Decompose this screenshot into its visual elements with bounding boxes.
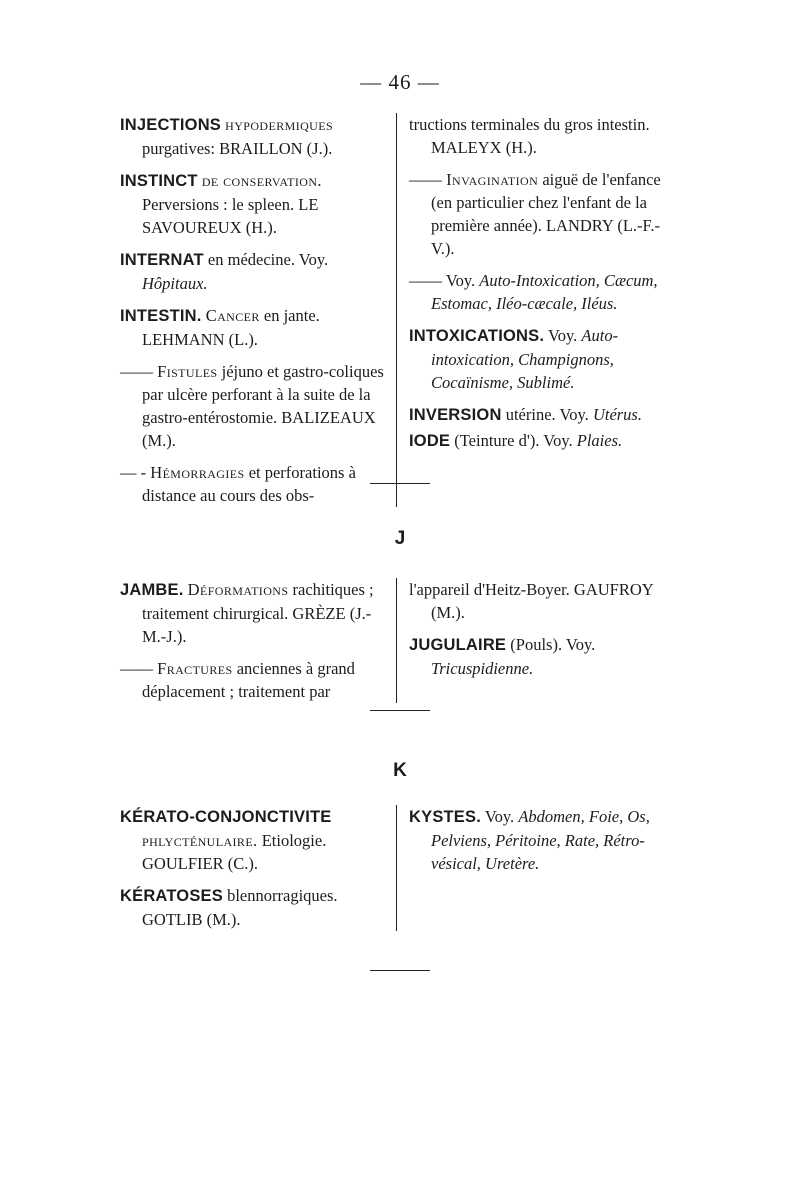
section-i — [120, 113, 680, 507]
entry-injections: INJECTIONS hypodermiques purgatives: BRAILLON (J.). — [120, 115, 334, 158]
entry-jambe-fractures: —— Fractures anciennes à grand déplacement ; traitement par — [120, 659, 355, 701]
section-divider-3 — [370, 970, 430, 971]
section-i-right-column — [397, 113, 680, 507]
entry-intestin-hemorragies: — - Hémorragies et perforations à distance au cours des obs- — [120, 463, 356, 505]
entry-intestin: INTESTIN. Cancer en jante. LEHMANN (L.). — [120, 306, 320, 349]
section-divider-2 — [370, 710, 430, 711]
entry-intestin-invagination: —— Invagination aiguë de l'enfance (en particulier chez l'enfant de la première année). LANDRY (L.-F.-V.). — [409, 170, 661, 258]
page-number: — 46 — — [360, 70, 440, 94]
entry-iode: IODE (Teinture d'). Voy. Plaies. — [409, 431, 623, 450]
section-i-left-column — [120, 113, 397, 507]
entry-jugulaire: JUGULAIRE (Pouls). Voy. Tricuspidienne. — [409, 635, 596, 678]
entry-jambe: JAMBE. Déformations rachitiques ; traitement chirurgical. GRÈZE (J.-M.-J.). — [120, 580, 374, 646]
section-j-right-column — [397, 578, 680, 703]
entry-kystes: KYSTES. Voy. Abdomen, Foie, Os, Pelviens, Péritoine, Rate, Rétro-vésical, Uretère. — [409, 807, 650, 873]
letter-heading-j: J — [394, 528, 406, 549]
entry-intestin-fistules: —— Fistules jéjuno et gastro-coliques par ulcère perforant à la suite de la gastro-entérostomie. BALIZEAUX (M.). — [120, 362, 384, 450]
entry-kerato-conjonctivite: KÉRATO-CONJONCTIVITE phlycténulaire. Etiologie. GOULFIER (C.). — [120, 808, 332, 873]
entry-instinct: INSTINCT de conservation. Perversions : le spleen. LE SAVOUREUX (H.). — [120, 171, 322, 237]
section-k-right-column — [397, 805, 680, 931]
letter-heading-k: K — [393, 760, 407, 781]
entry-keratoses: KÉRATOSES blennorragiques. GOTLIB (M.). — [120, 886, 338, 929]
entry-intestin-voy: —— Voy. Auto-Intoxication, Cæcum, Estomac, Iléo-cæcale, Iléus. — [409, 271, 658, 313]
section-divider-1 — [370, 483, 430, 484]
section-j — [120, 578, 680, 703]
entry-jambe-continued: l'appareil d'Heitz-Boyer. GAUFROY (M.). — [409, 580, 654, 622]
entry-inversion: INVERSION utérine. Voy. Utérus. — [409, 405, 642, 424]
section-k-left-column — [120, 805, 397, 931]
entry-internat: INTERNAT en médecine. Voy. Hôpitaux. — [120, 250, 329, 293]
entry-intoxications: INTOXICATIONS. Voy. Auto-intoxication, Champignons, Cocaïnisme, Sublimé. — [409, 326, 619, 392]
entry-intestin-continued: tructions terminales du gros intestin. MALEYX (H.). — [409, 115, 650, 157]
section-j-left-column — [120, 578, 397, 703]
section-k — [120, 805, 680, 931]
